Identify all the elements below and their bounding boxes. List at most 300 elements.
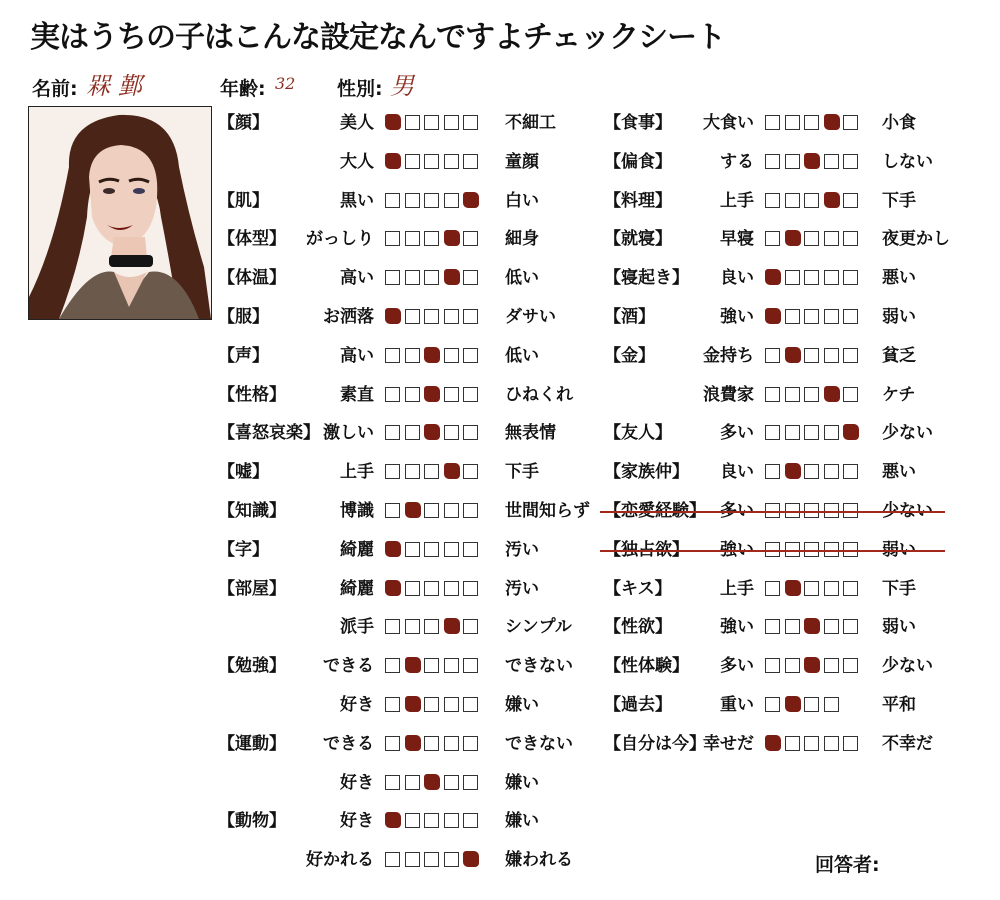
rating-scale: [385, 191, 483, 211]
row-right-label: 不細工: [505, 113, 556, 133]
row-category: 【声】: [218, 345, 269, 366]
rating-box[interactable]: [424, 270, 439, 285]
rating-box[interactable]: [843, 658, 858, 673]
rating-box[interactable]: [765, 697, 780, 712]
row-right-label: 童顔: [505, 151, 539, 172]
rating-scale: [765, 734, 863, 754]
rating-box[interactable]: [444, 852, 459, 867]
rating-box[interactable]: [385, 697, 400, 712]
rating-box[interactable]: [785, 736, 800, 751]
rating-scale: [765, 579, 863, 599]
row-category: 【就寝】: [604, 229, 672, 250]
rating-box[interactable]: [843, 581, 858, 596]
rating-box[interactable]: [444, 154, 459, 169]
row-category: 【性欲】: [604, 617, 672, 638]
name-value: 槑 鄞: [86, 72, 142, 100]
rating-box[interactable]: [424, 154, 439, 169]
row-left-label: 強い: [720, 539, 754, 560]
rating-box[interactable]: [405, 231, 420, 246]
rating-box-checked[interactable]: [385, 541, 401, 557]
rating-box-checked[interactable]: [804, 657, 820, 673]
rating-box[interactable]: [405, 154, 420, 169]
rating-box[interactable]: [463, 581, 478, 596]
rating-scale: [385, 579, 483, 599]
rating-box-checked[interactable]: [804, 153, 820, 169]
row-right-label: しない: [882, 151, 933, 172]
rating-box[interactable]: [843, 619, 858, 634]
rating-box[interactable]: [804, 425, 819, 440]
rating-scale: [765, 462, 863, 482]
rating-box-checked[interactable]: [824, 386, 840, 402]
rating-box[interactable]: [785, 309, 800, 324]
rating-box[interactable]: [385, 658, 400, 673]
strikethrough-line: [600, 511, 945, 513]
rating-box[interactable]: [463, 619, 478, 634]
rating-box[interactable]: [385, 775, 400, 790]
row-left-label: 好き: [340, 772, 374, 793]
row-right-label: 下手: [882, 578, 916, 599]
row-left-label: 多い: [720, 501, 754, 521]
rating-box[interactable]: [424, 619, 439, 634]
rating-scale: [385, 501, 483, 521]
row-right-label: 弱い: [882, 307, 916, 327]
rating-scale: [385, 811, 483, 831]
rating-box[interactable]: [385, 387, 400, 402]
rating-box-checked[interactable]: [843, 424, 859, 440]
rating-scale: [385, 346, 483, 366]
rating-box[interactable]: [804, 464, 819, 479]
rating-scale: [385, 113, 483, 133]
rating-scale: [765, 695, 863, 715]
rating-scale: [385, 850, 483, 870]
row-category: 【恋愛経験】: [604, 501, 706, 521]
rating-box[interactable]: [424, 581, 439, 596]
rating-box[interactable]: [463, 503, 478, 518]
rating-box[interactable]: [804, 387, 819, 402]
row-category: 【自分は今】: [604, 733, 706, 754]
row-left-label: 美人: [340, 113, 374, 133]
row-left-label: 上手: [720, 578, 754, 599]
rating-box[interactable]: [424, 813, 439, 828]
rating-box-checked[interactable]: [385, 580, 401, 596]
rating-box-checked[interactable]: [463, 851, 479, 867]
name-label: 名前:: [32, 78, 78, 100]
rating-box[interactable]: [424, 193, 439, 208]
row-category: 【偏食】: [604, 151, 672, 172]
gender-label: 性別:: [337, 78, 383, 100]
rating-box-checked[interactable]: [824, 114, 840, 130]
rating-box[interactable]: [463, 464, 478, 479]
rating-scale: [765, 346, 863, 366]
rating-box[interactable]: [824, 658, 839, 673]
row-category: 【体型】: [218, 229, 286, 250]
rating-box[interactable]: [824, 581, 839, 596]
rating-box[interactable]: [843, 270, 858, 285]
rating-scale: [385, 462, 483, 482]
rating-box[interactable]: [785, 270, 800, 285]
rating-box[interactable]: [385, 193, 400, 208]
rating-box[interactable]: [405, 464, 420, 479]
row-left-label: 激しい: [323, 423, 374, 444]
rating-box-checked[interactable]: [785, 347, 801, 363]
rating-box[interactable]: [405, 193, 420, 208]
row-right-label: 嫌い: [505, 772, 539, 793]
rating-box[interactable]: [765, 154, 780, 169]
rating-box[interactable]: [463, 425, 478, 440]
rating-box[interactable]: [405, 852, 420, 867]
rating-box-checked[interactable]: [405, 696, 421, 712]
row-left-label: できる: [323, 733, 374, 754]
rating-box[interactable]: [444, 503, 459, 518]
rating-box[interactable]: [405, 619, 420, 634]
rating-box[interactable]: [424, 542, 439, 557]
rating-box[interactable]: [405, 348, 420, 363]
rating-box[interactable]: [405, 542, 420, 557]
row-right-label: 嫌われる: [505, 850, 573, 871]
row-category: 【性体験】: [604, 656, 689, 677]
row-category: 【部屋】: [218, 578, 286, 599]
rating-box[interactable]: [405, 775, 420, 790]
rating-box-checked[interactable]: [824, 192, 840, 208]
rating-box[interactable]: [463, 658, 478, 673]
row-category: 【字】: [218, 539, 269, 560]
rating-box-checked[interactable]: [785, 230, 801, 246]
row-right-label: 夜更かし: [882, 229, 950, 250]
rating-box[interactable]: [385, 231, 400, 246]
row-left-label: 高い: [340, 268, 374, 289]
rating-box[interactable]: [463, 231, 478, 246]
row-left-label: お洒落: [323, 307, 374, 327]
row-left-label: 高い: [340, 345, 374, 366]
rating-box[interactable]: [804, 193, 819, 208]
row-category: 【動物】: [218, 811, 286, 832]
rating-box[interactable]: [785, 619, 800, 634]
rating-box[interactable]: [463, 697, 478, 712]
rating-box[interactable]: [444, 775, 459, 790]
rating-box-checked[interactable]: [405, 735, 421, 751]
row-category: 【体温】: [218, 268, 286, 289]
rating-box[interactable]: [843, 115, 858, 130]
row-right-label: 不幸だ: [882, 733, 933, 754]
rating-box[interactable]: [424, 736, 439, 751]
rating-box[interactable]: [463, 542, 478, 557]
rating-scale: [765, 656, 863, 676]
rating-box[interactable]: [824, 154, 839, 169]
rating-box[interactable]: [785, 658, 800, 673]
sheet-title: 実はうちの子はこんな設定なんですよチェックシート: [30, 20, 726, 55]
rating-box[interactable]: [824, 619, 839, 634]
rating-box-checked[interactable]: [405, 657, 421, 673]
rating-box[interactable]: [424, 309, 439, 324]
rating-box-checked[interactable]: [424, 774, 440, 790]
row-left-label: 強い: [720, 307, 754, 327]
row-category: 【金】: [604, 345, 655, 366]
rating-box-checked[interactable]: [785, 463, 801, 479]
rating-box-checked[interactable]: [765, 735, 781, 751]
row-right-label: 汚い: [505, 539, 539, 560]
rating-box-checked[interactable]: [424, 386, 440, 402]
row-left-label: がっしり: [306, 229, 374, 250]
rating-box[interactable]: [824, 270, 839, 285]
rating-box[interactable]: [444, 193, 459, 208]
rating-box[interactable]: [804, 270, 819, 285]
row-right-label: 世間知らず: [505, 501, 590, 521]
rating-box[interactable]: [405, 270, 420, 285]
rating-box-checked[interactable]: [765, 308, 781, 324]
rating-box[interactable]: [424, 697, 439, 712]
rating-box[interactable]: [804, 309, 819, 324]
rating-box[interactable]: [824, 231, 839, 246]
rating-box[interactable]: [824, 425, 839, 440]
age-label: 年齢:: [220, 78, 266, 100]
rating-box[interactable]: [785, 387, 800, 402]
rating-scale: [765, 423, 863, 443]
rating-box[interactable]: [765, 231, 780, 246]
rating-box[interactable]: [804, 115, 819, 130]
rating-box-checked[interactable]: [444, 463, 460, 479]
row-category: 【顔】: [218, 113, 269, 133]
row-left-label: 派手: [340, 617, 374, 638]
row-category: 【知識】: [218, 501, 286, 521]
rating-box[interactable]: [843, 348, 858, 363]
row-right-label: 小食: [882, 113, 916, 133]
row-right-label: 下手: [882, 190, 916, 211]
rating-box[interactable]: [765, 348, 780, 363]
rating-box[interactable]: [444, 736, 459, 751]
rating-box-checked[interactable]: [785, 696, 801, 712]
row-category: 【過去】: [604, 695, 672, 715]
row-left-label: 綺麗: [340, 578, 374, 599]
row-left-label: 大人: [340, 151, 374, 172]
rating-box[interactable]: [405, 813, 420, 828]
rating-box[interactable]: [385, 736, 400, 751]
row-left-label: 浪費家: [703, 384, 754, 405]
row-left-label: 好き: [340, 695, 374, 715]
row-category: 【肌】: [218, 190, 269, 211]
row-left-label: 博識: [340, 501, 374, 521]
rating-box[interactable]: [804, 736, 819, 751]
rating-box[interactable]: [765, 425, 780, 440]
rating-box[interactable]: [824, 309, 839, 324]
rating-box[interactable]: [405, 309, 420, 324]
rating-box-checked[interactable]: [385, 308, 401, 324]
row-category: 【友人】: [604, 423, 672, 444]
rating-box-checked[interactable]: [444, 230, 460, 246]
rating-box[interactable]: [444, 813, 459, 828]
rating-box[interactable]: [765, 581, 780, 596]
row-left-label: 強い: [720, 617, 754, 638]
row-right-label: できない: [505, 656, 573, 677]
rating-scale: [385, 617, 483, 637]
rating-box[interactable]: [444, 542, 459, 557]
rating-box[interactable]: [424, 658, 439, 673]
rating-box[interactable]: [405, 387, 420, 402]
rating-box-checked[interactable]: [463, 192, 479, 208]
rating-box[interactable]: [463, 309, 478, 324]
row-left-label: 素直: [340, 384, 374, 405]
row-category: 【家族仲】: [604, 462, 689, 483]
rating-box[interactable]: [444, 115, 459, 130]
row-right-label: 弱い: [882, 539, 916, 560]
rating-box[interactable]: [385, 464, 400, 479]
rating-box[interactable]: [824, 736, 839, 751]
row-left-label: 良い: [720, 268, 754, 289]
rating-box-checked[interactable]: [405, 502, 421, 518]
rating-scale: [385, 268, 483, 288]
row-left-label: 多い: [720, 656, 754, 677]
rating-box[interactable]: [463, 387, 478, 402]
rating-scale: [385, 423, 483, 443]
row-right-label: 嫌い: [505, 695, 539, 715]
rating-box[interactable]: [843, 736, 858, 751]
rating-box[interactable]: [424, 231, 439, 246]
rating-box[interactable]: [405, 115, 420, 130]
rating-box[interactable]: [385, 348, 400, 363]
rating-box[interactable]: [843, 193, 858, 208]
rating-scale: [765, 307, 863, 327]
rating-box[interactable]: [444, 581, 459, 596]
rating-box-checked[interactable]: [385, 114, 401, 130]
rating-box-checked[interactable]: [385, 153, 401, 169]
row-right-label: シンプル: [505, 617, 572, 638]
rating-scale: [765, 152, 863, 172]
rating-box[interactable]: [405, 425, 420, 440]
rating-box[interactable]: [843, 309, 858, 324]
row-left-label: できる: [323, 656, 374, 677]
row-category: 【嘘】: [218, 462, 269, 483]
rating-box[interactable]: [463, 348, 478, 363]
rating-box[interactable]: [785, 193, 800, 208]
row-category: 【勉強】: [218, 656, 286, 677]
rating-box[interactable]: [444, 387, 459, 402]
rating-box[interactable]: [463, 775, 478, 790]
rating-box-checked[interactable]: [785, 580, 801, 596]
rating-box[interactable]: [765, 193, 780, 208]
row-right-label: 少ない: [882, 423, 933, 444]
rating-box-checked[interactable]: [444, 269, 460, 285]
row-right-label: 低い: [505, 268, 539, 289]
rating-box[interactable]: [824, 697, 839, 712]
row-category: 【キス】: [604, 578, 672, 599]
rating-box[interactable]: [765, 387, 780, 402]
rating-box[interactable]: [843, 231, 858, 246]
rating-box[interactable]: [385, 425, 400, 440]
rating-box[interactable]: [424, 464, 439, 479]
rating-box[interactable]: [385, 852, 400, 867]
rating-box[interactable]: [463, 736, 478, 751]
rating-box[interactable]: [765, 464, 780, 479]
row-left-label: 良い: [720, 462, 754, 483]
rating-scale: [385, 773, 483, 793]
rating-scale: [385, 229, 483, 249]
rating-box[interactable]: [843, 154, 858, 169]
rating-box[interactable]: [385, 619, 400, 634]
rating-box[interactable]: [765, 619, 780, 634]
rating-box[interactable]: [444, 348, 459, 363]
rating-scale: [385, 540, 483, 560]
rating-box-checked[interactable]: [444, 618, 460, 634]
rating-box[interactable]: [444, 697, 459, 712]
rating-box[interactable]: [424, 115, 439, 130]
rating-box[interactable]: [463, 813, 478, 828]
row-right-label: 低い: [505, 345, 539, 366]
row-category: 【独占欲】: [604, 539, 689, 560]
row-left-label: 綺麗: [340, 539, 374, 560]
row-left-label: する: [720, 151, 754, 172]
character-portrait: [28, 106, 212, 320]
rating-box[interactable]: [424, 503, 439, 518]
rating-box[interactable]: [765, 658, 780, 673]
rating-box[interactable]: [843, 387, 858, 402]
row-right-label: 下手: [505, 462, 539, 483]
row-category: 【性格】: [218, 384, 286, 405]
age-value: 32: [275, 74, 296, 93]
row-right-label: ダサい: [505, 307, 556, 327]
rating-box[interactable]: [463, 154, 478, 169]
rating-box-checked[interactable]: [424, 347, 440, 363]
row-category: 【運動】: [218, 733, 286, 754]
rating-box[interactable]: [405, 581, 420, 596]
row-left-label: 幸せだ: [703, 733, 754, 754]
row-right-label: 無表情: [505, 423, 556, 444]
rating-box-checked[interactable]: [424, 424, 440, 440]
row-right-label: 弱い: [882, 617, 916, 638]
row-category: 【喜怒哀楽】: [218, 423, 320, 444]
rating-box[interactable]: [785, 115, 800, 130]
row-category: 【食事】: [604, 113, 672, 133]
rating-box[interactable]: [444, 309, 459, 324]
rating-box-checked[interactable]: [385, 812, 401, 828]
rating-box-checked[interactable]: [765, 269, 781, 285]
rating-box[interactable]: [463, 115, 478, 130]
rating-scale: [385, 152, 483, 172]
row-left-label: 早寝: [720, 229, 754, 250]
rating-box[interactable]: [444, 658, 459, 673]
rating-box[interactable]: [765, 115, 780, 130]
rating-box[interactable]: [804, 348, 819, 363]
row-left-label: 上手: [340, 462, 374, 483]
rating-box[interactable]: [385, 503, 400, 518]
rating-box[interactable]: [424, 852, 439, 867]
row-right-label: 平和: [882, 695, 916, 715]
rating-box[interactable]: [824, 464, 839, 479]
row-left-label: 重い: [720, 695, 754, 715]
rating-box[interactable]: [804, 697, 819, 712]
row-left-label: 多い: [720, 423, 754, 444]
row-right-label: 悪い: [882, 268, 916, 289]
rating-scale: [385, 385, 483, 405]
rating-box[interactable]: [785, 425, 800, 440]
rating-box[interactable]: [824, 348, 839, 363]
row-right-label: 貧乏: [882, 345, 916, 366]
rating-box[interactable]: [785, 154, 800, 169]
row-left-label: 好き: [340, 811, 374, 832]
rating-box[interactable]: [804, 231, 819, 246]
rating-scale: [765, 617, 863, 637]
row-right-label: 汚い: [505, 578, 539, 599]
row-right-label: 細身: [505, 229, 539, 250]
rating-box-checked[interactable]: [804, 618, 820, 634]
rating-box[interactable]: [843, 464, 858, 479]
row-right-label: ケチ: [882, 384, 916, 405]
rating-box[interactable]: [385, 270, 400, 285]
rating-box[interactable]: [463, 270, 478, 285]
row-left-label: 大食い: [703, 113, 754, 133]
rating-box[interactable]: [444, 425, 459, 440]
row-category: 【酒】: [604, 307, 655, 327]
rating-box[interactable]: [804, 581, 819, 596]
row-right-label: できない: [505, 733, 573, 754]
